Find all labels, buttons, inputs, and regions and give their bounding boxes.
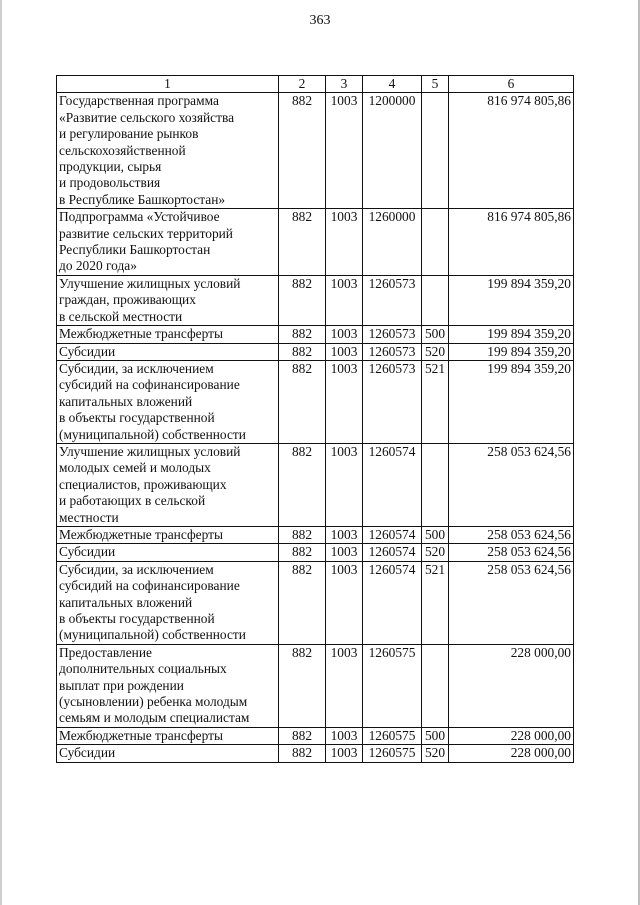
target-code-cell: 1260000: [363, 209, 422, 276]
expense-type-cell: 520: [422, 343, 449, 360]
section-code-cell: 1003: [326, 326, 363, 343]
org-code-cell: 882: [279, 443, 326, 526]
table-body: [57, 93, 574, 762]
target-code-cell: 1260573: [363, 275, 422, 325]
section-code-cell: 1003: [326, 343, 363, 360]
target-code-cell: 1260574: [363, 443, 422, 526]
section-code-cell: 1003: [326, 561, 363, 644]
table-row: [57, 526, 574, 543]
page-number: 363: [309, 13, 331, 28]
section-code-cell: 1003: [326, 275, 363, 325]
target-code-cell: 1260573: [363, 326, 422, 343]
org-code-cell: 882: [279, 544, 326, 561]
expense-type-cell: 500: [422, 727, 449, 744]
expense-type-cell: [422, 275, 449, 325]
org-code-cell: 882: [279, 644, 326, 727]
org-code-cell: 882: [279, 275, 326, 325]
item-name-cell: Подпрограмма «Устойчивое развитие сельских территорий Республики Башкортостан до 2020 года»: [57, 209, 279, 276]
section-code-cell: 1003: [326, 209, 363, 276]
header-col-1: 1: [57, 76, 279, 93]
header-row: [57, 76, 574, 93]
table-row: [57, 360, 574, 443]
amount-cell: 228 000,00: [449, 727, 574, 744]
amount-cell: 816 974 805,86: [449, 93, 574, 209]
header-col-3: 3: [326, 76, 363, 93]
table-row: [57, 209, 574, 276]
table-header: [57, 76, 574, 93]
table-row: [57, 727, 574, 744]
section-code-cell: 1003: [326, 544, 363, 561]
target-code-cell: 1260573: [363, 360, 422, 443]
org-code-cell: 882: [279, 526, 326, 543]
expense-type-cell: [422, 644, 449, 727]
item-name-cell: Межбюджетные трансферты: [57, 526, 279, 543]
table-row: [57, 745, 574, 762]
section-code-cell: 1003: [326, 360, 363, 443]
header-col-2: 2: [279, 76, 326, 93]
expense-type-cell: 520: [422, 544, 449, 561]
scan-edge-left: [0, 0, 2, 905]
section-code-cell: 1003: [326, 644, 363, 727]
section-code-cell: 1003: [326, 745, 363, 762]
target-code-cell: 1260573: [363, 343, 422, 360]
section-code-cell: 1003: [326, 443, 363, 526]
amount-cell: 258 053 624,56: [449, 544, 574, 561]
item-name-cell: Улучшение жилищных условий граждан, проживающих в сельской местности: [57, 275, 279, 325]
table-row: [57, 275, 574, 325]
table-row: [57, 93, 574, 209]
expense-type-cell: [422, 93, 449, 209]
org-code-cell: 882: [279, 360, 326, 443]
table-row: [57, 644, 574, 727]
header-col-5: 5: [422, 76, 449, 93]
org-code-cell: 882: [279, 343, 326, 360]
amount-cell: 199 894 359,20: [449, 343, 574, 360]
amount-cell: 228 000,00: [449, 644, 574, 727]
section-code-cell: 1003: [326, 526, 363, 543]
target-code-cell: 1260575: [363, 727, 422, 744]
section-code-cell: 1003: [326, 727, 363, 744]
expense-type-cell: [422, 209, 449, 276]
header-col-6: 6: [449, 76, 574, 93]
expense-type-cell: 520: [422, 745, 449, 762]
expense-type-cell: 500: [422, 526, 449, 543]
item-name-cell: Субсидии, за исключением субсидий на софинансирование капитальных вложений в объекты государственной (муниципальной) собственности: [57, 561, 279, 644]
expense-type-cell: 521: [422, 561, 449, 644]
org-code-cell: 882: [279, 727, 326, 744]
org-code-cell: 882: [279, 326, 326, 343]
item-name-cell: Субсидии: [57, 343, 279, 360]
item-name-cell: Государственная программа «Развитие сельского хозяйства и регулирование рынков сельскохозяйственной продукции, сырья и продовольствия в Республике Башкортостан»: [57, 93, 279, 209]
section-code-cell: 1003: [326, 93, 363, 209]
target-code-cell: 1260574: [363, 544, 422, 561]
item-name-cell: Субсидии: [57, 745, 279, 762]
item-name-cell: Межбюджетные трансферты: [57, 326, 279, 343]
target-code-cell: 1260574: [363, 561, 422, 644]
amount-cell: 258 053 624,56: [449, 443, 574, 526]
item-name-cell: Межбюджетные трансферты: [57, 727, 279, 744]
amount-cell: 258 053 624,56: [449, 561, 574, 644]
table-row: [57, 561, 574, 644]
org-code-cell: 882: [279, 561, 326, 644]
org-code-cell: 882: [279, 745, 326, 762]
item-name-cell: Предоставление дополнительных социальных выплат при рождении (усыновлении) ребенка молодым семьям и молодым специалистам: [57, 644, 279, 727]
table-row: [57, 343, 574, 360]
target-code-cell: 1260575: [363, 644, 422, 727]
amount-cell: 258 053 624,56: [449, 526, 574, 543]
item-name-cell: Улучшение жилищных условий молодых семей и молодых специалистов, проживающих и работающих в сельской местности: [57, 443, 279, 526]
target-code-cell: 1200000: [363, 93, 422, 209]
target-code-cell: 1260574: [363, 526, 422, 543]
header-col-4: 4: [363, 76, 422, 93]
amount-cell: 228 000,00: [449, 745, 574, 762]
org-code-cell: 882: [279, 209, 326, 276]
budget-table: [56, 75, 574, 763]
table-row: [57, 544, 574, 561]
item-name-cell: Субсидии: [57, 544, 279, 561]
amount-cell: 816 974 805,86: [449, 209, 574, 276]
item-name-cell: Субсидии, за исключением субсидий на софинансирование капитальных вложений в объекты государственной (муниципальной) собственности: [57, 360, 279, 443]
expense-type-cell: 500: [422, 326, 449, 343]
amount-cell: 199 894 359,20: [449, 326, 574, 343]
target-code-cell: 1260575: [363, 745, 422, 762]
amount-cell: 199 894 359,20: [449, 275, 574, 325]
expense-type-cell: [422, 443, 449, 526]
table-row: [57, 443, 574, 526]
amount-cell: 199 894 359,20: [449, 360, 574, 443]
expense-type-cell: 521: [422, 360, 449, 443]
org-code-cell: 882: [279, 93, 326, 209]
table-row: [57, 326, 574, 343]
